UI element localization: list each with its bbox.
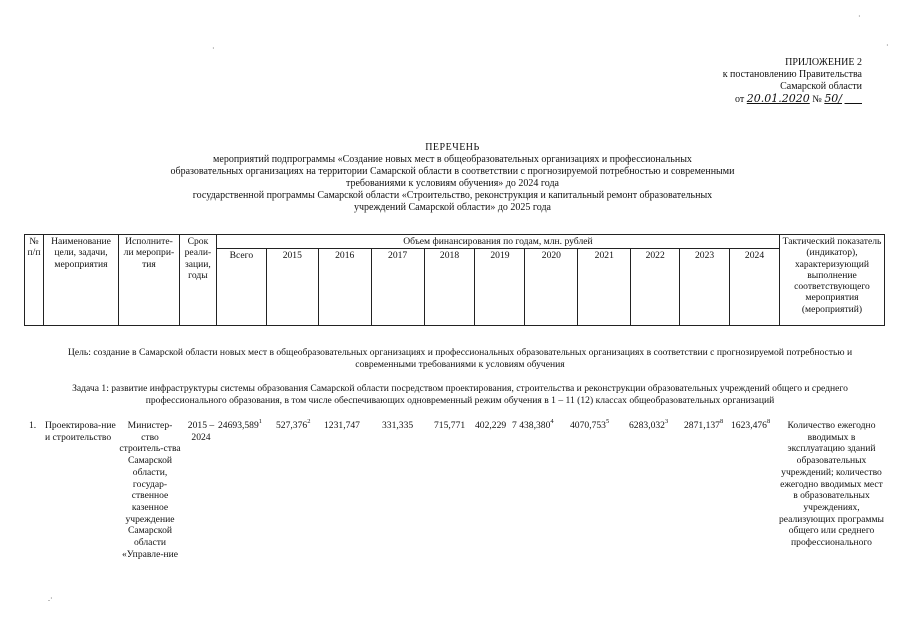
row-num: 1. [29,420,37,431]
date-prefix: от [735,94,745,105]
header-table [24,234,885,326]
scan-speck: · [858,12,861,21]
appendix-line: Самарской области [780,81,862,92]
header-year: 2021 [578,249,631,326]
handwritten-date: 20.01.2020 [746,92,810,105]
goal-text: Цель: создание в Самарской области новых мест в общеобразовательных организациях и профессиональных образовательных организациях в соответствии с прогнозируемой потребностью и современными требованиями к условиям обучения [67,347,853,371]
scan-speck: · [212,44,215,53]
value-2020: 7 438,380$^4$ [512,418,554,431]
document-title [0,142,905,214]
header-executor: Исполните-ли меропри-тия [118,235,179,326]
value-2021: 4070,753$^5$ [570,418,610,431]
header-term: Срок реали-зации, годы [179,235,216,326]
header-year: 2022 [631,249,680,326]
header-year: 2023 [680,249,730,326]
header-year: 2015 [266,249,318,326]
appendix-block [662,57,862,106]
title-line: требованиями к условиям обучения» до 2024 года [346,178,559,189]
header-year: 2019 [475,249,525,326]
appendix-title: ПРИЛОЖЕНИЕ 2 [785,57,862,68]
header-year: 2017 [371,249,424,326]
header-year: 2024 [730,249,780,326]
value-2023: 2871,137$^8$ [684,418,724,431]
row-indicator: Количество ежегодно вводимых в эксплуатацию зданий образовательных учреждений; количество ежегодно вводимых мест в образовательных учреждениях, реализующих программы общего или среднего профессионального [778,420,884,549]
underline-blank [845,92,862,105]
scan-speck: .· [48,594,53,603]
appendix-line: к постановлению Правительства [722,69,862,80]
appendix-date-line [662,93,862,106]
header-total: Всего [216,249,266,326]
title-heading: ПЕРЕЧЕНЬ [425,142,480,153]
row-name: Проектирова-ние и строительство [45,420,116,443]
value-2024: 1623,476$^8$ [731,418,771,431]
number-prefix: № [812,94,822,105]
header-funding: Объем финансирования по годам, млн. рублей [216,235,779,249]
header-num: № п/п [25,235,44,326]
value-2017: 331,335 [382,420,414,431]
title-line: образовательных организациях на территории Самарской области в соответствии с прогнозируемой потребностью и современными [170,166,735,177]
scan-speck: · [886,41,889,50]
value-total: 24693,589$^1$ [218,418,263,431]
value-2018: 715,771 [434,420,466,431]
header-year: 2018 [424,249,475,326]
value-2015: 527,376$^2$ [276,418,311,431]
title-line: мероприятий подпрограммы «Создание новых мест в общеобразовательных организациях и профессиональных [213,154,692,165]
value-2019: 402,229 [475,420,507,431]
row-executor: Министер-ство строитель-ства Самарской области, государ-ственное казенное учреждение Самарской области «Управле-ние [119,420,181,560]
task-text: Задача 1: развитие инфраструктуры системы образования Самарской области посредством проектирования, строительства и реконструкции образовательных учреждений общего и среднего профессионального образования, в том числе обеспечивающих одновременный режим обучения в 1 – 11 (12) классах общеобразовательных организаций [72,383,848,407]
value-2022: 6283,032$^3$ [629,418,669,431]
title-line: государственной программы Самарской области «Строительство, реконструкция и капитальный ремонт образовательных [192,190,713,201]
handwritten-number: 50/ [824,92,843,105]
value-2016: 1231,747 [324,420,360,431]
header-year: 2020 [525,249,578,326]
row-term: 2015 – 2024 [187,420,215,443]
title-line: учреждений Самарской области» до 2025 года [353,202,551,213]
header-name: Наименование цели, задачи, мероприятия [43,235,118,326]
header-indicator: Тактический показатель (индикатор), характеризующий выполнение соответствующего мероприятия (мероприятий) [779,235,884,326]
header-year: 2016 [318,249,371,326]
